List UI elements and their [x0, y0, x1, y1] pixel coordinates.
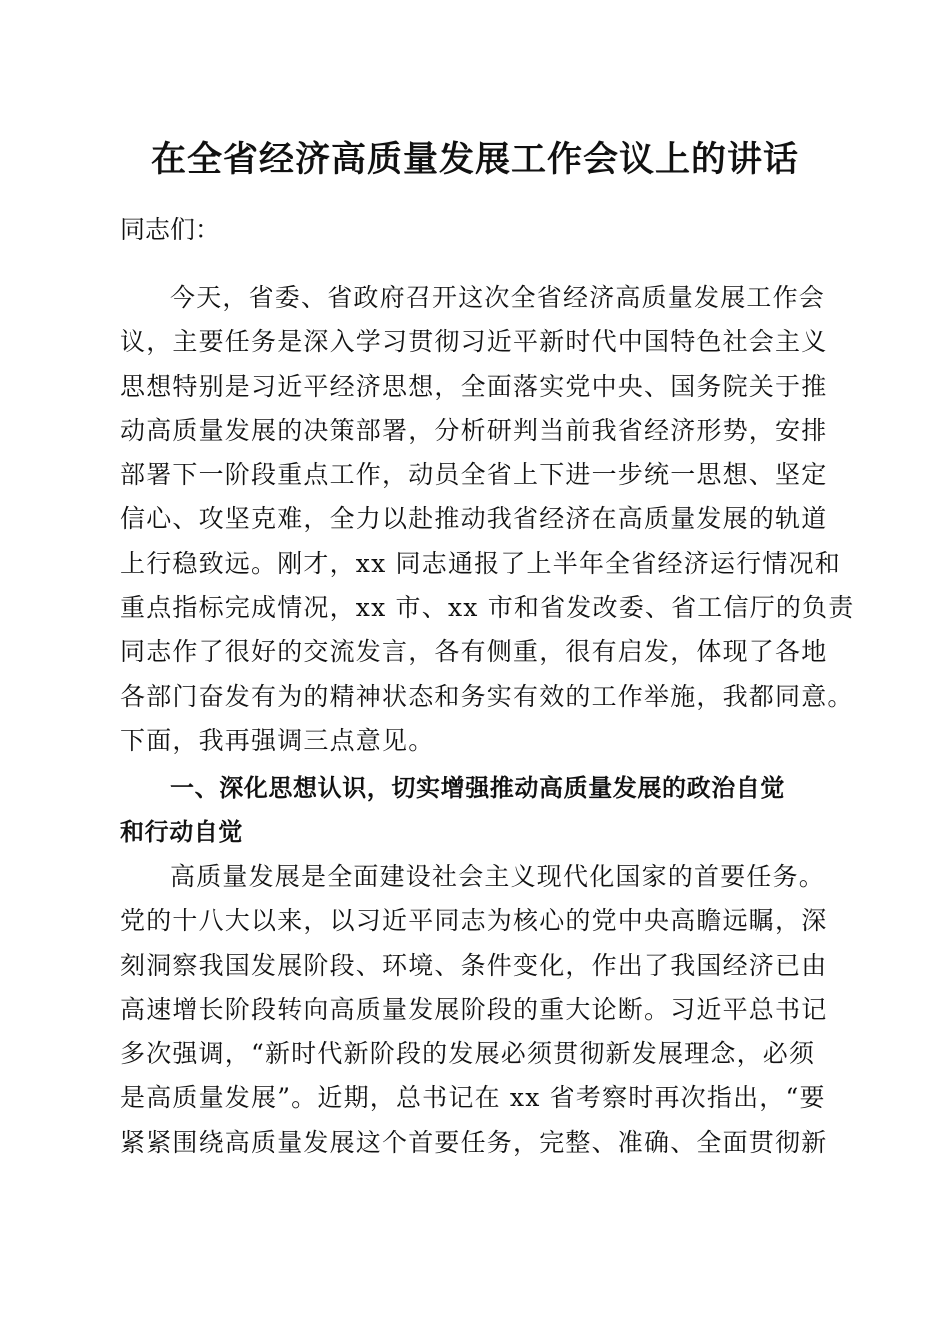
text-line: 高质量发展是全面建设社会主义现代化国家的首要任务。 — [170, 862, 826, 891]
text-line: 部署下一阶段重点工作，动员全省上下进一步统一思想、坚定 — [120, 460, 828, 490]
text-line: 紧紧围绕高质量发展这个首要任务，完整、准确、全面贯彻新 — [120, 1127, 828, 1157]
text-line: 刻洞察我国发展阶段、环境、条件变化，作出了我国经济已由 — [120, 950, 828, 980]
heading-line: 一、深化思想认识，切实增强推动高质量发展的政治自觉 — [170, 774, 785, 802]
text-line: 上行稳致远。刚才，xx 同志通报了上半年全省经济运行情况和 — [120, 548, 841, 578]
text-line: 下面，我再强调三点意见。 — [120, 725, 435, 755]
text-line: 同志作了很好的交流发言，各有侧重，很有启发，体现了各地 — [120, 637, 828, 667]
text-line: 各部门奋发有为的精神状态和务实有效的工作举施，我都同意。 — [120, 681, 854, 711]
page-title: 在全省经济高质量发展工作会议上的讲话 — [150, 139, 799, 180]
heading-line: 和行动自觉 — [120, 818, 243, 847]
text-line: 思想特别是习近平经济思想，全面落实党中央、国务院关于推 — [120, 371, 828, 401]
text-line: 党的十八大以来，以习近平同志为核心的党中央高瞻远瞩，深 — [120, 906, 828, 936]
text-line: 今天，省委、省政府召开这次全省经济高质量发展工作会 — [170, 283, 826, 312]
text-line: 是高质量发展”。近期，总书记在 xx 省考察时再次指出，“要 — [120, 1083, 826, 1113]
text-line: 高速增长阶段转向高质量发展阶段的重大论断。习近平总书记 — [120, 994, 828, 1024]
text-line: 多次强调，“新时代新阶段的发展必须贯彻新发展理念，必须 — [120, 1039, 816, 1069]
paragraph-section-1 — [120, 855, 830, 1165]
section-heading-1 — [120, 766, 830, 855]
paragraph-opening — [120, 276, 855, 763]
salutation: 同志们： — [120, 215, 221, 244]
text-line: 议，主要任务是深入学习贯彻习近平新时代中国特色社会主义 — [120, 327, 828, 357]
text-line: 重点指标完成情况，xx 市、xx 市和省发改委、省工信厅的负责 — [120, 593, 855, 623]
text-line: 动高质量发展的决策部署，分析研判当前我省经济形势，安排 — [120, 415, 828, 445]
text-line: 信心、攻坚克难，全力以赴推动我省经济在高质量发展的轨道 — [120, 504, 828, 534]
